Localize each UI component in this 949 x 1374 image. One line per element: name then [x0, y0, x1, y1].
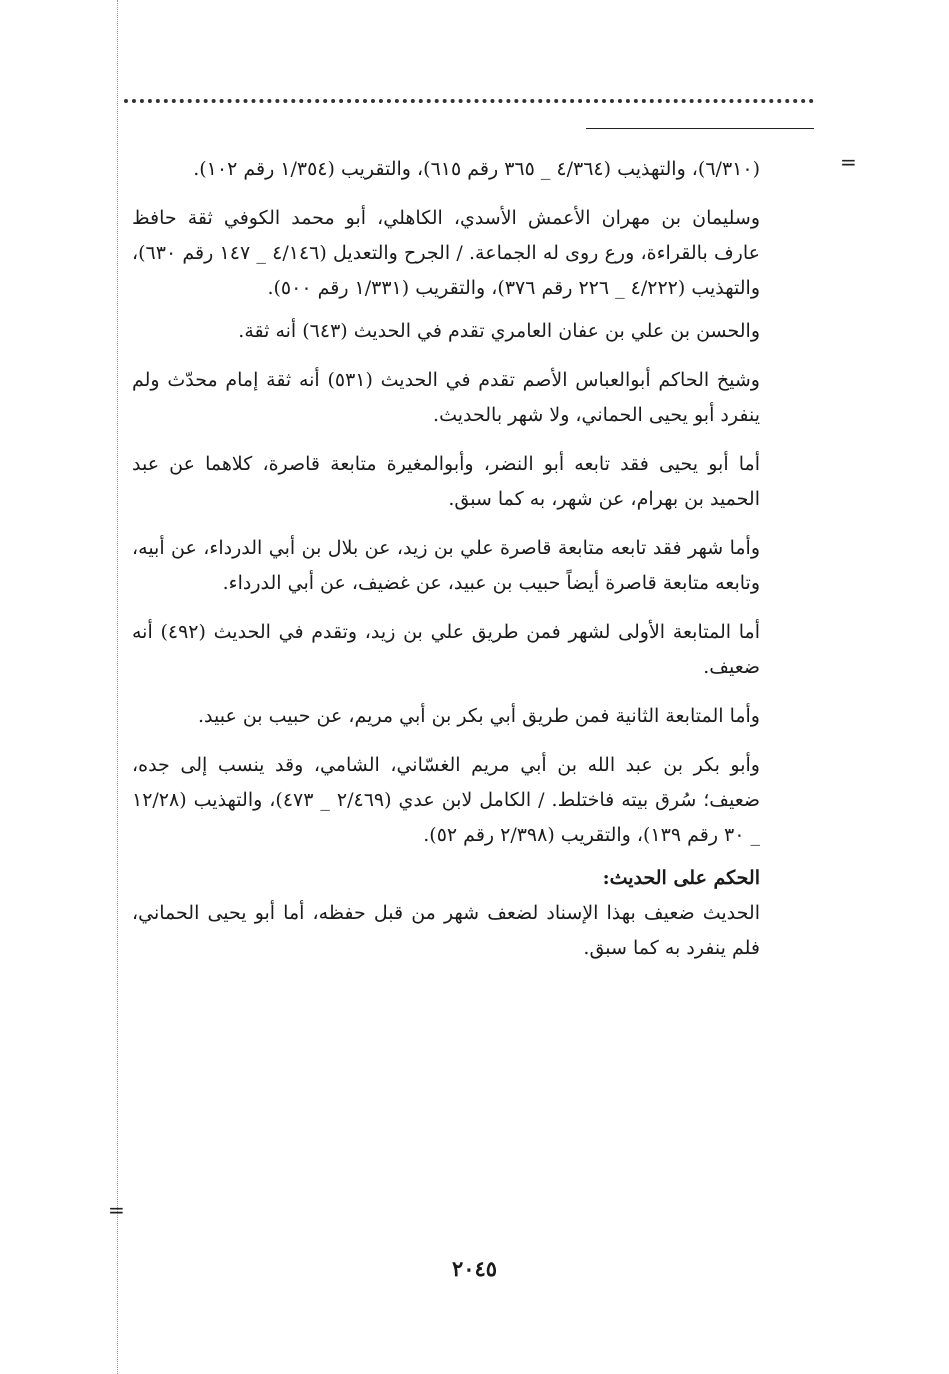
paragraph-2: وسليمان بن مهران الأعمش الأسدي، الكاهلي، أبو محمد الكوفي ثقة حافظ عارف بالقراءة، ورع روى له الجماعة. / الجرح والتعديل (٤/١٤٦ _ ١٤٧ رقم ٦٣٠)، والتهذيب (٤/٢٢٢ _ ٢٢٦ رقم ٣٧٦)، والتقريب (١/٣٣١ رقم ٥٠٠).: [132, 207, 760, 299]
body-text: [132, 152, 760, 980]
page-number: ٢٠٤٥: [451, 1256, 498, 1281]
paragraph-6: وأما شهر فقد تابعه متابعة قاصرة علي بن زيد، عن بلال بن أبي الدرداء، عن أبيه، وتابعه متابعة قاصرة أيضاً حبيب بن عبيد، عن غضيف، عن أبي الدرداء.: [132, 537, 761, 594]
ruling-text: الحديث ضعيف بهذا الإسناد لضعف شهر من قبل حفظه، أما أبو يحيى الحماني، فلم ينفرد به كما سبق.: [132, 902, 760, 959]
paragraph-9: وأبو بكر بن عبد الله بن أبي مريم الغسّاني، الشامي، وقد ينسب إلى جده، ضعيف؛ سُرق بيته فاختلط. / الكامل لابن عدي (٢/٤٦٩ _ ٤٧٣)، والتهذيب (١٢/٢٨ _ ٣٠ رقم ١٣٩)، والتقريب (٢/٣٩٨ رقم ٥٢).: [132, 754, 760, 846]
header-dotted-separator: [124, 99, 814, 103]
paragraph-5: أما أبو يحيى فقد تابعه أبو النضر، وأبوالمغيرة متابعة قاصرة، كلاهما عن عبد الحميد بن بهرام، عن شهر، به كما سبق.: [132, 453, 760, 510]
paragraph-4: وشيخ الحاكم أبوالعباس الأصم تقدم في الحديث (٥٣١) أنه ثقة إمام محدّث ولم ينفرد أبو يحيى الحماني، ولا شهر بالحديث.: [132, 369, 760, 426]
paragraph-7: أما المتابعة الأولى لشهر فمن طريق علي بن زيد، وتقدم في الحديث (٤٩٢) أنه ضعيف.: [132, 621, 760, 678]
margin-dotted-line: [117, 0, 118, 1374]
footnote-rule: [586, 128, 814, 129]
paragraph-3: والحسن بن علي بن عفان العامري تقدم في الحديث (٦٤٣) أنه ثقة.: [238, 320, 760, 342]
paragraph-1: (٦/٣١٠)، والتهذيب (٤/٣٦٤ _ ٣٦٥ رقم ٦١٥)، والتقريب (١/٣٥٤ رقم ١٠٢).: [193, 158, 760, 180]
continuation-mark-top: =: [840, 150, 857, 174]
continuation-mark-bottom: =: [108, 1198, 125, 1222]
paragraph-8: وأما المتابعة الثانية فمن طريق أبي بكر بن أبي مريم، عن حبيب بن عبيد.: [197, 705, 760, 727]
ruling-heading: الحكم على الحديث:: [602, 867, 760, 889]
